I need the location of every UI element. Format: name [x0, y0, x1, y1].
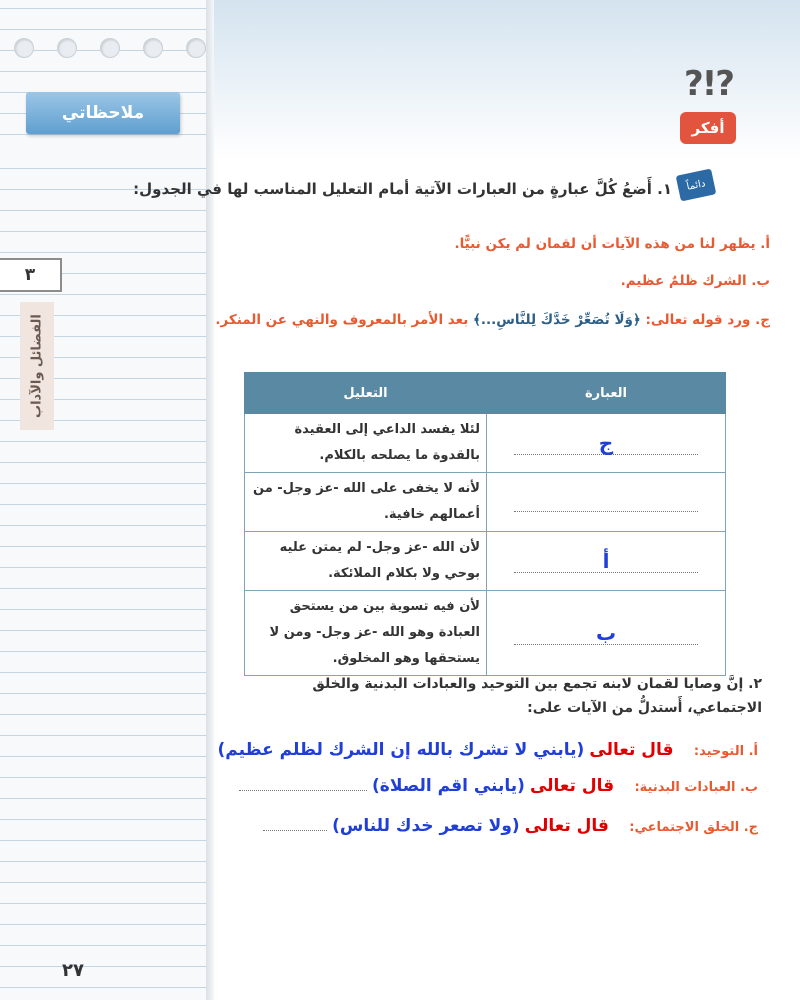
- reason-cell: لئلا يفسد الداعي إلى العقيدة بالقدوة ما يصلحه بالكلام.: [245, 414, 487, 473]
- answer-blank[interactable]: أ: [514, 550, 698, 573]
- reason-cell: لأنه لا يخفى على الله -عز وجل- من أعمالهم خافية.: [245, 473, 487, 532]
- phrase-cell[interactable]: [487, 532, 726, 591]
- answer-dotted-line: [263, 830, 327, 831]
- quran-quote: ﴿وَلَا تُصَعِّرْ خَدَّكَ لِلنَّاسِ...﴾: [472, 312, 641, 328]
- table-header-row: [245, 373, 726, 414]
- answer-text[interactable]: (يابني اقم الصلاة): [372, 776, 525, 796]
- answer-text[interactable]: (يابني لا تشرك بالله إن الشرك لظلم عظيم): [217, 740, 585, 760]
- phrase-cell[interactable]: [487, 591, 726, 676]
- unit-number: ٣: [0, 258, 62, 292]
- binder-ring: [14, 38, 34, 58]
- think-marks-icon: ?!?: [684, 64, 733, 104]
- page-number: ٢٧: [62, 960, 84, 981]
- statement-b: ب. الشرك ظلمٌ عظيم.: [620, 273, 770, 289]
- statement-c-prefix: ج. ورد قوله تعالى:: [645, 312, 770, 328]
- phrase-cell[interactable]: [487, 414, 726, 473]
- page-divider: [206, 0, 214, 1000]
- answer-text[interactable]: (ولا تصعر خدك للناس): [332, 816, 520, 836]
- question-1-text: ١. أَضعُ كُلَّ عبارةٍ من العبارات الآتية أمام التعليل المناسب لها في الجدول:: [133, 180, 672, 198]
- binder-rings: [14, 38, 206, 58]
- statement-c: [215, 312, 770, 328]
- answer-label: ج. الخلق الاجتماعي:: [629, 820, 758, 835]
- note-icon: دائماً: [676, 169, 717, 202]
- answer-label: ب. العبادات البدنية:: [634, 780, 758, 795]
- column-header-reason: التعليل: [245, 373, 487, 414]
- column-header-phrase: العبارة: [487, 373, 726, 414]
- binder-ring: [100, 38, 120, 58]
- notes-column: [0, 0, 206, 1000]
- answer-row-tawheed: [218, 740, 759, 760]
- table-row: [245, 473, 726, 532]
- binder-ring: [57, 38, 77, 58]
- answer-blank[interactable]: ج: [514, 432, 698, 455]
- answer-row-social: [263, 816, 758, 836]
- reason-cell: لأن الله -عز وجل- لم يمتن عليه بوحي ولا بكلام الملائكة.: [245, 532, 487, 591]
- table-row: [245, 591, 726, 676]
- said-exalted: قال تعالى: [589, 740, 674, 760]
- matching-table: [244, 372, 726, 676]
- table-row: [245, 532, 726, 591]
- answer-row-worship: [239, 776, 758, 796]
- said-exalted: قال تعالى: [529, 776, 615, 796]
- phrase-cell[interactable]: [487, 473, 726, 532]
- answer-label: أ. التوحيد:: [693, 744, 758, 759]
- table-row: [245, 414, 726, 473]
- unit-title: الفضائل والآداب: [20, 302, 54, 430]
- binder-ring: [186, 38, 206, 58]
- binder-ring: [143, 38, 163, 58]
- answer-blank[interactable]: [514, 489, 698, 512]
- said-exalted: قال تعالى: [524, 816, 609, 836]
- think-badge: أفكر: [680, 112, 736, 144]
- answer-blank[interactable]: ب: [514, 622, 698, 645]
- question-2-text: ٢. إنَّ وصايا لقمان لابنه تجمع بين التوحيد والعبادات البدنية والخلق الاجتماعي، أَستدلُّ من الآيات على:: [312, 676, 762, 716]
- answer-dotted-line: [239, 790, 367, 791]
- reason-cell: لأن فيه تسوية بين من يستحق العبادة وهو الله -عز وجل- ومن لا يستحقها وهو المخلوق.: [245, 591, 487, 676]
- notes-label: ملاحظاتي: [26, 92, 180, 134]
- statement-a: أ. يظهر لنا من هذه الآيات أن لقمان لم يكن نبيًّا.: [454, 236, 770, 252]
- statement-c-suffix: بعد الأمر بالمعروف والنهي عن المنكر.: [215, 312, 469, 328]
